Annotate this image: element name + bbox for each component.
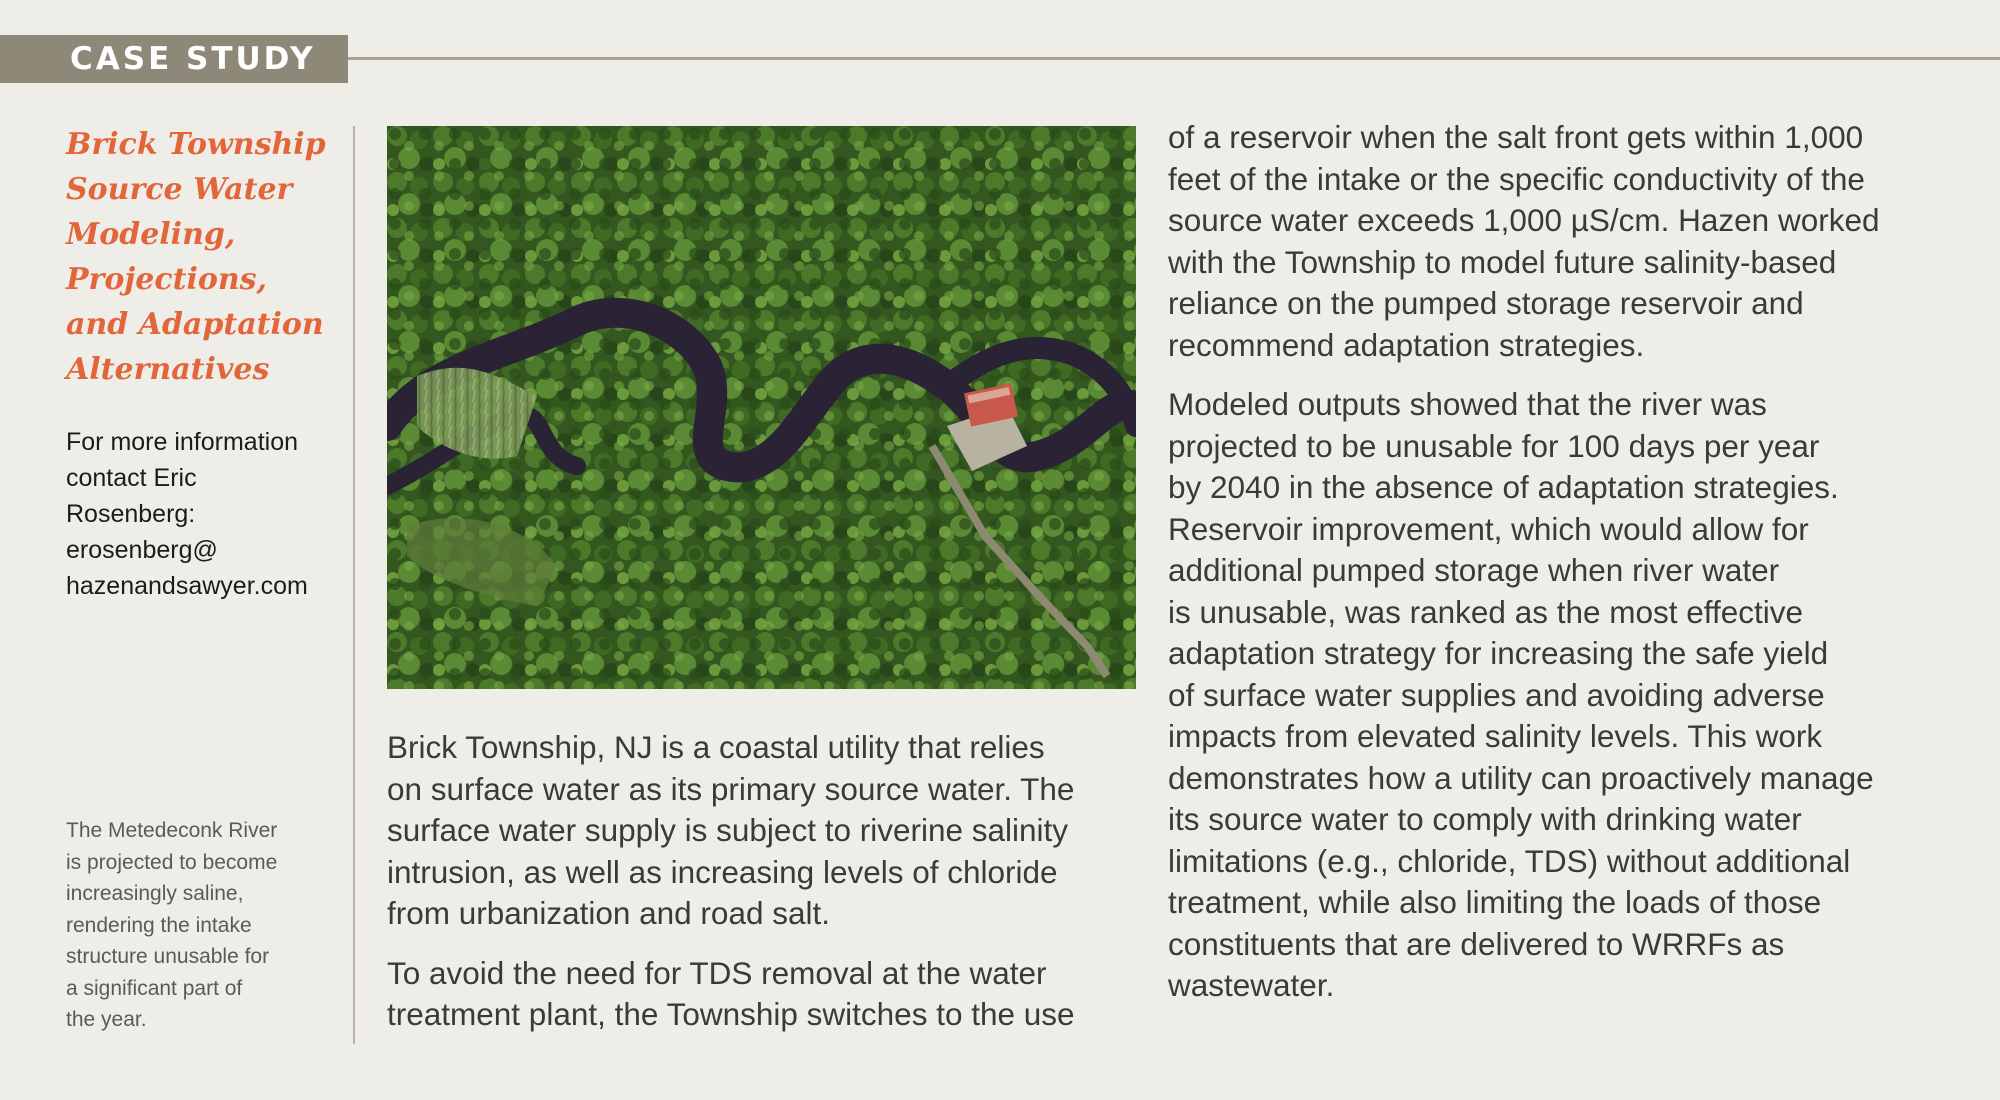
body-line: by 2040 in the absence of adaptation strategies. [1168, 469, 1839, 505]
contact-email-line[interactable]: hazenandsawyer.com [66, 572, 308, 600]
body-line: constituents that are delivered to WRRFs as [1168, 925, 1785, 962]
photo-caption [66, 815, 346, 1036]
title-line: and Adaptation [66, 307, 324, 342]
caption-line: increasingly saline, [66, 882, 244, 905]
contact-line: For more information [66, 428, 299, 456]
body-line: surface water supply is subject to riverine salinity [387, 812, 1069, 848]
title-line: Projections, [66, 262, 267, 297]
section-tag: CASE STUDY [0, 35, 348, 83]
title-line: Brick Township [66, 127, 326, 162]
title-line: Modeling, [66, 217, 236, 252]
caption-line: is projected to become [66, 850, 278, 874]
body-line: of a reservoir when the salt front gets within 1,000 [1168, 119, 1864, 155]
body-line: adaptation strategy for increasing the safe yield [1168, 635, 1829, 671]
caption-line: the year. [66, 1008, 147, 1031]
body-line: from urbanization and road salt. [387, 895, 830, 931]
body-line: Brick Township, NJ is a coastal utility that relies [387, 729, 1045, 765]
body-line: projected to be unusable for 100 days per year [1168, 427, 1820, 464]
contact-line: Rosenberg: [66, 500, 196, 528]
contact-info [66, 424, 346, 604]
aerial-river-photo [387, 126, 1136, 689]
title-line: Alternatives [66, 352, 270, 387]
body-line: limitations (e.g., chloride, TDS) without additional [1168, 842, 1851, 879]
sidebar-divider [353, 126, 355, 1044]
paragraph-3b [1168, 384, 1988, 1007]
body-line: on surface water as its primary source water. The [387, 770, 1075, 807]
body-line: To avoid the need for TDS removal at the water [387, 954, 1047, 991]
body-line: wastewater. [1168, 967, 1335, 1003]
caption-line: a significant part of [66, 976, 243, 1000]
paragraph-2 [387, 953, 1147, 1036]
contact-line: contact Eric [66, 464, 197, 492]
body-line: additional pumped storage when river water [1168, 552, 1780, 588]
body-line: source water exceeds 1,000 µS/cm. Hazen worked [1168, 202, 1880, 238]
body-line: treatment plant, the Township switches to the use [387, 996, 1075, 1032]
body-line: of surface water supplies and avoiding adverse [1168, 676, 1825, 713]
header-rule [348, 57, 2000, 60]
body-line: recommend adaptation strategies. [1168, 326, 1645, 363]
title-line: Source Water [66, 172, 293, 207]
case-study-title [66, 122, 346, 392]
caption-line: rendering the intake [66, 913, 252, 937]
body-line: impacts from elevated salinity levels. This work [1168, 718, 1823, 754]
paragraph-1 [387, 727, 1147, 935]
caption-line: structure unusable for [66, 945, 270, 968]
body-line: Reservoir improvement, which would allow for [1168, 510, 1809, 547]
body-column-2 [387, 727, 1147, 1036]
body-line: Modeled outputs showed that the river was [1168, 386, 1767, 422]
body-line: with the Township to model future salinity-based [1168, 243, 1837, 280]
body-line: is unusable, was ranked as the most effective [1168, 593, 1804, 630]
body-line: demonstrates how a utility can proactively manage [1168, 759, 1874, 796]
contact-email-line[interactable]: erosenberg@ [66, 536, 218, 564]
paragraph-3a [1168, 117, 1988, 366]
body-line: treatment, while also limiting the loads of those [1168, 884, 1822, 920]
body-line: intrusion, as well as increasing levels of chloride [387, 853, 1058, 890]
body-line: its source water to comply with drinking water [1168, 801, 1802, 837]
caption-line: The Metedeconk River [66, 819, 278, 842]
body-line: reliance on the pumped storage reservoir and [1168, 285, 1804, 321]
body-column-3 [1168, 117, 1988, 1007]
body-line: feet of the intake or the specific conductivity of the [1168, 160, 1865, 197]
aerial-river-illustration [387, 126, 1136, 689]
